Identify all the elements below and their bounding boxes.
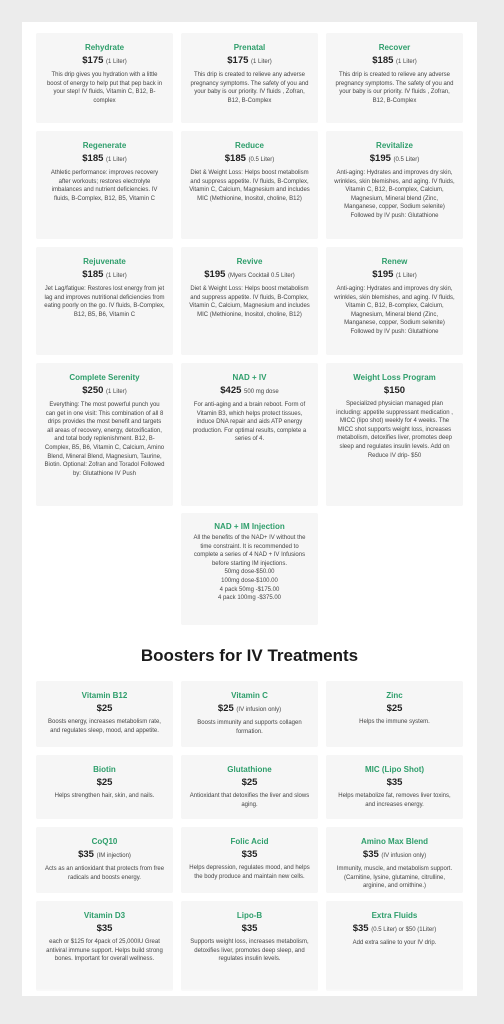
card-price-unit: (Myers Cocktail 0.5 Liter) — [228, 273, 295, 279]
card-price-line — [334, 55, 455, 68]
card-title: Revitalize — [376, 141, 413, 150]
card-price: $35 — [78, 849, 94, 860]
nad-im-line: 50mg dose-$50.00 — [224, 569, 275, 576]
card-title: Weight Loss Program — [353, 373, 436, 382]
card-price: $185 — [372, 55, 394, 66]
iv-drip-card — [326, 33, 463, 123]
card-title: CoQ10 — [91, 837, 118, 846]
card-description: Helps depression, regulates mood, and helps the body produce and maintain new cells. — [189, 865, 310, 880]
card-price-unit: (1 Liter) — [106, 389, 127, 395]
card-title: Complete Serenity — [69, 373, 140, 382]
card-description: Specialized physician managed plan including: appetite suppressant medication , MICC (lipo shot) weekly for 4 weeks. The MICC shot supports weight loss, increases metabolism, detoxifies liver, promotes deep sleep and regulates insulin levels. Add on Reduce IV drip- $50 — [336, 401, 453, 459]
pricing-page — [22, 22, 477, 996]
card-price-unit: (IV infusion only) — [236, 707, 282, 713]
boosters-heading: Boosters for IV Treatments — [140, 646, 359, 665]
card-description: Acts as an antioxidant that protects from free radicals and boosts energy. — [44, 866, 165, 881]
card-price-line — [44, 703, 165, 715]
card-description: Helps strengthen hair, skin, and nails. — [54, 793, 155, 799]
card-price-unit: (IM injection) — [96, 853, 131, 859]
card-price-unit: (0.5 Liter) or $50 (1Liter) — [371, 927, 437, 933]
nad-im-line: 100mg dose-$100.00 — [221, 577, 278, 584]
card-title: Vitamin B12 — [81, 691, 128, 700]
card-price-line — [334, 923, 455, 936]
card-price: $35 — [386, 777, 403, 788]
card-price-unit: (1 Liter) — [396, 59, 417, 65]
card-price-line — [334, 153, 455, 166]
card-description: Immunity, muscle, and metabolism support. (Carnitine, lysine, glutamine, citrulline, arginine, and ornithine.) — [336, 866, 453, 890]
iv-drip-card — [326, 131, 463, 239]
card-description: Add extra saline to your IV drip. — [352, 940, 437, 946]
iv-drips-grid — [36, 33, 464, 506]
card-price: $25 — [96, 777, 113, 788]
card-price: $35 — [352, 923, 369, 934]
booster-card — [36, 901, 173, 991]
card-price-line — [189, 703, 310, 716]
card-price-line — [189, 153, 310, 166]
card-price-line — [44, 777, 165, 789]
iv-drip-card — [36, 33, 173, 123]
card-price: $175 — [82, 55, 104, 66]
card-title: NAD + IV — [232, 373, 267, 382]
card-price: $25 — [241, 777, 258, 788]
card-price: $195 — [204, 269, 226, 280]
card-price: $195 — [369, 153, 391, 164]
card-price-line — [334, 703, 455, 715]
iv-drip-card — [326, 363, 463, 506]
card-title: Renew — [381, 257, 408, 266]
booster-card — [181, 681, 318, 747]
card-description: This drip is created to relieve any adverse pregnancy symptoms. The safety of you and your baby is our priority. IV fluids , Zofran, B12, B-Complex — [335, 72, 454, 104]
card-price-unit: (1 Liter) — [396, 273, 417, 279]
card-price-line — [334, 777, 455, 789]
iv-drip-card — [181, 363, 318, 506]
card-title: Regenerate — [82, 141, 127, 150]
card-price-unit: (1 Liter) — [106, 273, 127, 279]
card-description: each or $125 for 4pack of 25,000IU Great antiviral immune support. Helps build strong bones. Important for overall wellness. — [46, 939, 163, 963]
booster-card — [326, 681, 463, 747]
card-price-line — [334, 385, 455, 397]
card-price: $175 — [227, 55, 249, 66]
iv-drip-card — [181, 131, 318, 239]
nad-im-desc: All the benefits of the NAD+ IV without the time constraint. It is recommended to complete a series of 4 NAD + IV Infusions before starting IM injections. — [193, 535, 306, 567]
card-price: $35 — [96, 923, 113, 934]
card-description: Boosts immunity and supports collagen formation. — [197, 720, 302, 735]
booster-card — [326, 827, 463, 893]
card-description: This drip gives you hydration with a little boost of energy to help put that pep back in your step! IV fluids, Vitamin C, B12, B-complex — [46, 72, 163, 104]
card-title: Recover — [378, 43, 411, 52]
card-price: $185 — [82, 153, 104, 164]
card-price: $185 — [224, 153, 246, 164]
card-price-line — [44, 269, 165, 282]
card-price: $25 — [96, 703, 113, 714]
card-title: Extra Fluids — [371, 911, 418, 920]
card-price-unit: (1 Liter) — [106, 59, 127, 65]
card-price: $35 — [362, 849, 379, 860]
card-description: Anti-aging: Hydrates and improves dry skin, wrinkles, skin blemishes, and aging. IV fluids, Vitamin C, B12, B-complex, Calcium, Magnesium, Mineral blend (Zinc, Manganese, copper, Sodium selenite) Followed by IV push: Glutathione — [334, 286, 455, 335]
card-title: Zinc — [386, 691, 403, 700]
card-price-line — [189, 923, 310, 935]
card-title: Lipo-B — [236, 911, 263, 920]
card-price: $35 — [241, 849, 258, 860]
card-description: This drip is created to relieve any adverse pregnancy symptoms. The safety of you and your baby is our priority. IV fluids , Zofran, B12, B-Complex — [190, 72, 309, 104]
card-title: Prenatal — [233, 43, 266, 52]
nad-im-line: 4 pack 50mg -$175.00 — [219, 586, 280, 593]
card-price-line — [44, 153, 165, 166]
card-price: $250 — [82, 385, 104, 396]
card-title: Folic Acid — [230, 837, 269, 846]
card-title: Vitamin D3 — [83, 911, 126, 920]
card-description: Everything: The most powerful punch you can get in one visit: This combination of all 8 drips provides the most benefit and targets all areas of recovery, energy, detoxification, and total body replenishment. B12, B-Complex, B5, B6, Vitamin C, Calcium, Amino Blend, Mineral Blend, Magnesium, Taurine, Biotin. Optional: Zofran and Toradol Followed by: Glutathione IV Push — [44, 402, 165, 477]
iv-drip-card — [36, 363, 173, 506]
card-price-unit: (1 Liter) — [251, 59, 272, 65]
booster-card — [326, 901, 463, 991]
card-price-line — [44, 849, 165, 862]
card-price-line — [44, 923, 165, 935]
card-price-line — [189, 269, 310, 282]
boosters-grid — [36, 681, 464, 991]
card-price-line — [189, 385, 310, 398]
card-title: Glutathione — [227, 765, 272, 774]
nad-im-line: 4 pack 100mg -$375.00 — [217, 595, 282, 602]
nad-im-title: NAD + IM Injection — [214, 522, 285, 531]
card-price-unit: (IV infusion only) — [381, 853, 427, 859]
booster-card — [181, 901, 318, 991]
card-price: $150 — [383, 385, 406, 396]
card-price: $35 — [241, 923, 258, 934]
iv-drip-card — [181, 33, 318, 123]
card-price: $195 — [372, 269, 394, 280]
iv-drip-card — [36, 131, 173, 239]
nad-im-card — [181, 513, 318, 625]
card-price-unit: 500 mg dose — [244, 389, 279, 395]
card-description: Antioxidant that detoxifies the liver and slows aging. — [189, 793, 310, 808]
card-price: $25 — [386, 703, 403, 714]
card-price-unit: (1 Liter) — [106, 157, 127, 163]
card-title: Rejuvenate — [83, 257, 126, 266]
booster-card — [181, 755, 318, 819]
card-description: Anti-aging: Hydrates and improves dry skin, wrinkles, skin blemishes, and aging. IV fluids, Vitamin C, B12, B-complex, Calcium, Magnesium, Mineral blend (Zinc, Manganese, copper, Sodium selenite) Followed by IV push: Glutathione — [334, 170, 455, 219]
card-description: Diet & Weight Loss: Helps boost metabolism and suppress appetite. IV fluids, B-Complex, Vitamin C, Calcium, Magnesium and includes MIC (Methionine, Inositol, choline, B12) — [189, 170, 310, 202]
card-title: Vitamin C — [231, 691, 268, 700]
card-title: Amino Max Blend — [360, 837, 429, 846]
booster-card — [36, 755, 173, 819]
card-description: Diet & Weight Loss: Helps boost metabolism and suppress appetite. IV fluids, B-Complex, Vitamin C, Calcium, Magnesium and includes MIC (Methionine, Inositol, choline, B12) — [189, 286, 310, 318]
card-description: Supports weight loss, increases metabolism, detoxifies liver, promotes deep sleep, and regulates insulin levels. — [190, 939, 309, 963]
card-price-line — [44, 55, 165, 68]
card-price-line — [189, 849, 310, 861]
card-description: Helps metabolize fat, removes liver toxins, and increases energy. — [338, 793, 451, 808]
iv-drip-card — [326, 247, 463, 355]
card-price-line — [44, 385, 165, 398]
card-title: Revive — [236, 257, 263, 266]
card-price-unit: (0.5 Liter) — [248, 157, 275, 163]
card-price-line — [334, 269, 455, 282]
card-description: For anti-aging and a brain reboot. Form of Vitamin B3, which helps protect tissues, induce DNA repair and aids ATP energy production. For optimal results, complete a series of 4. — [192, 402, 307, 443]
card-price-line — [189, 777, 310, 789]
card-description: Jet Lag/fatigue: Restores lost energy from jet lag and improves nutritional deficiencies from eating poorly on the go. IV fluids, B-Complex, B12, B5, B6, Vitamin C — [44, 286, 165, 318]
iv-drip-card — [181, 247, 318, 355]
card-description: Athletic performance: improves recovery after workouts; restores electrolyte imbalances and nutrient deficiencies. IV fluids, B-Complex, B12, B5, Vitamin C — [50, 170, 159, 202]
booster-card — [181, 827, 318, 893]
card-price: $425 — [220, 385, 242, 396]
card-price-line — [334, 849, 455, 862]
card-price-line — [189, 55, 310, 68]
booster-card — [36, 827, 173, 893]
booster-card — [326, 755, 463, 819]
booster-card — [36, 681, 173, 747]
card-description: Helps the immune system. — [359, 719, 430, 725]
card-price-unit: (0.5 Liter) — [393, 157, 420, 163]
card-title: Reduce — [235, 141, 264, 150]
iv-drip-card — [36, 247, 173, 355]
page-bottom-fade — [22, 988, 477, 996]
card-title: MIC (Lipo Shot) — [364, 765, 425, 774]
card-price: $185 — [82, 269, 104, 280]
card-title: Biotin — [93, 765, 116, 774]
card-price: $25 — [217, 703, 234, 714]
card-description: Boosts energy, increases metabolism rate, and regulates sleep, mood, and appetite. — [48, 719, 161, 734]
card-title: Rehydrate — [84, 43, 125, 52]
